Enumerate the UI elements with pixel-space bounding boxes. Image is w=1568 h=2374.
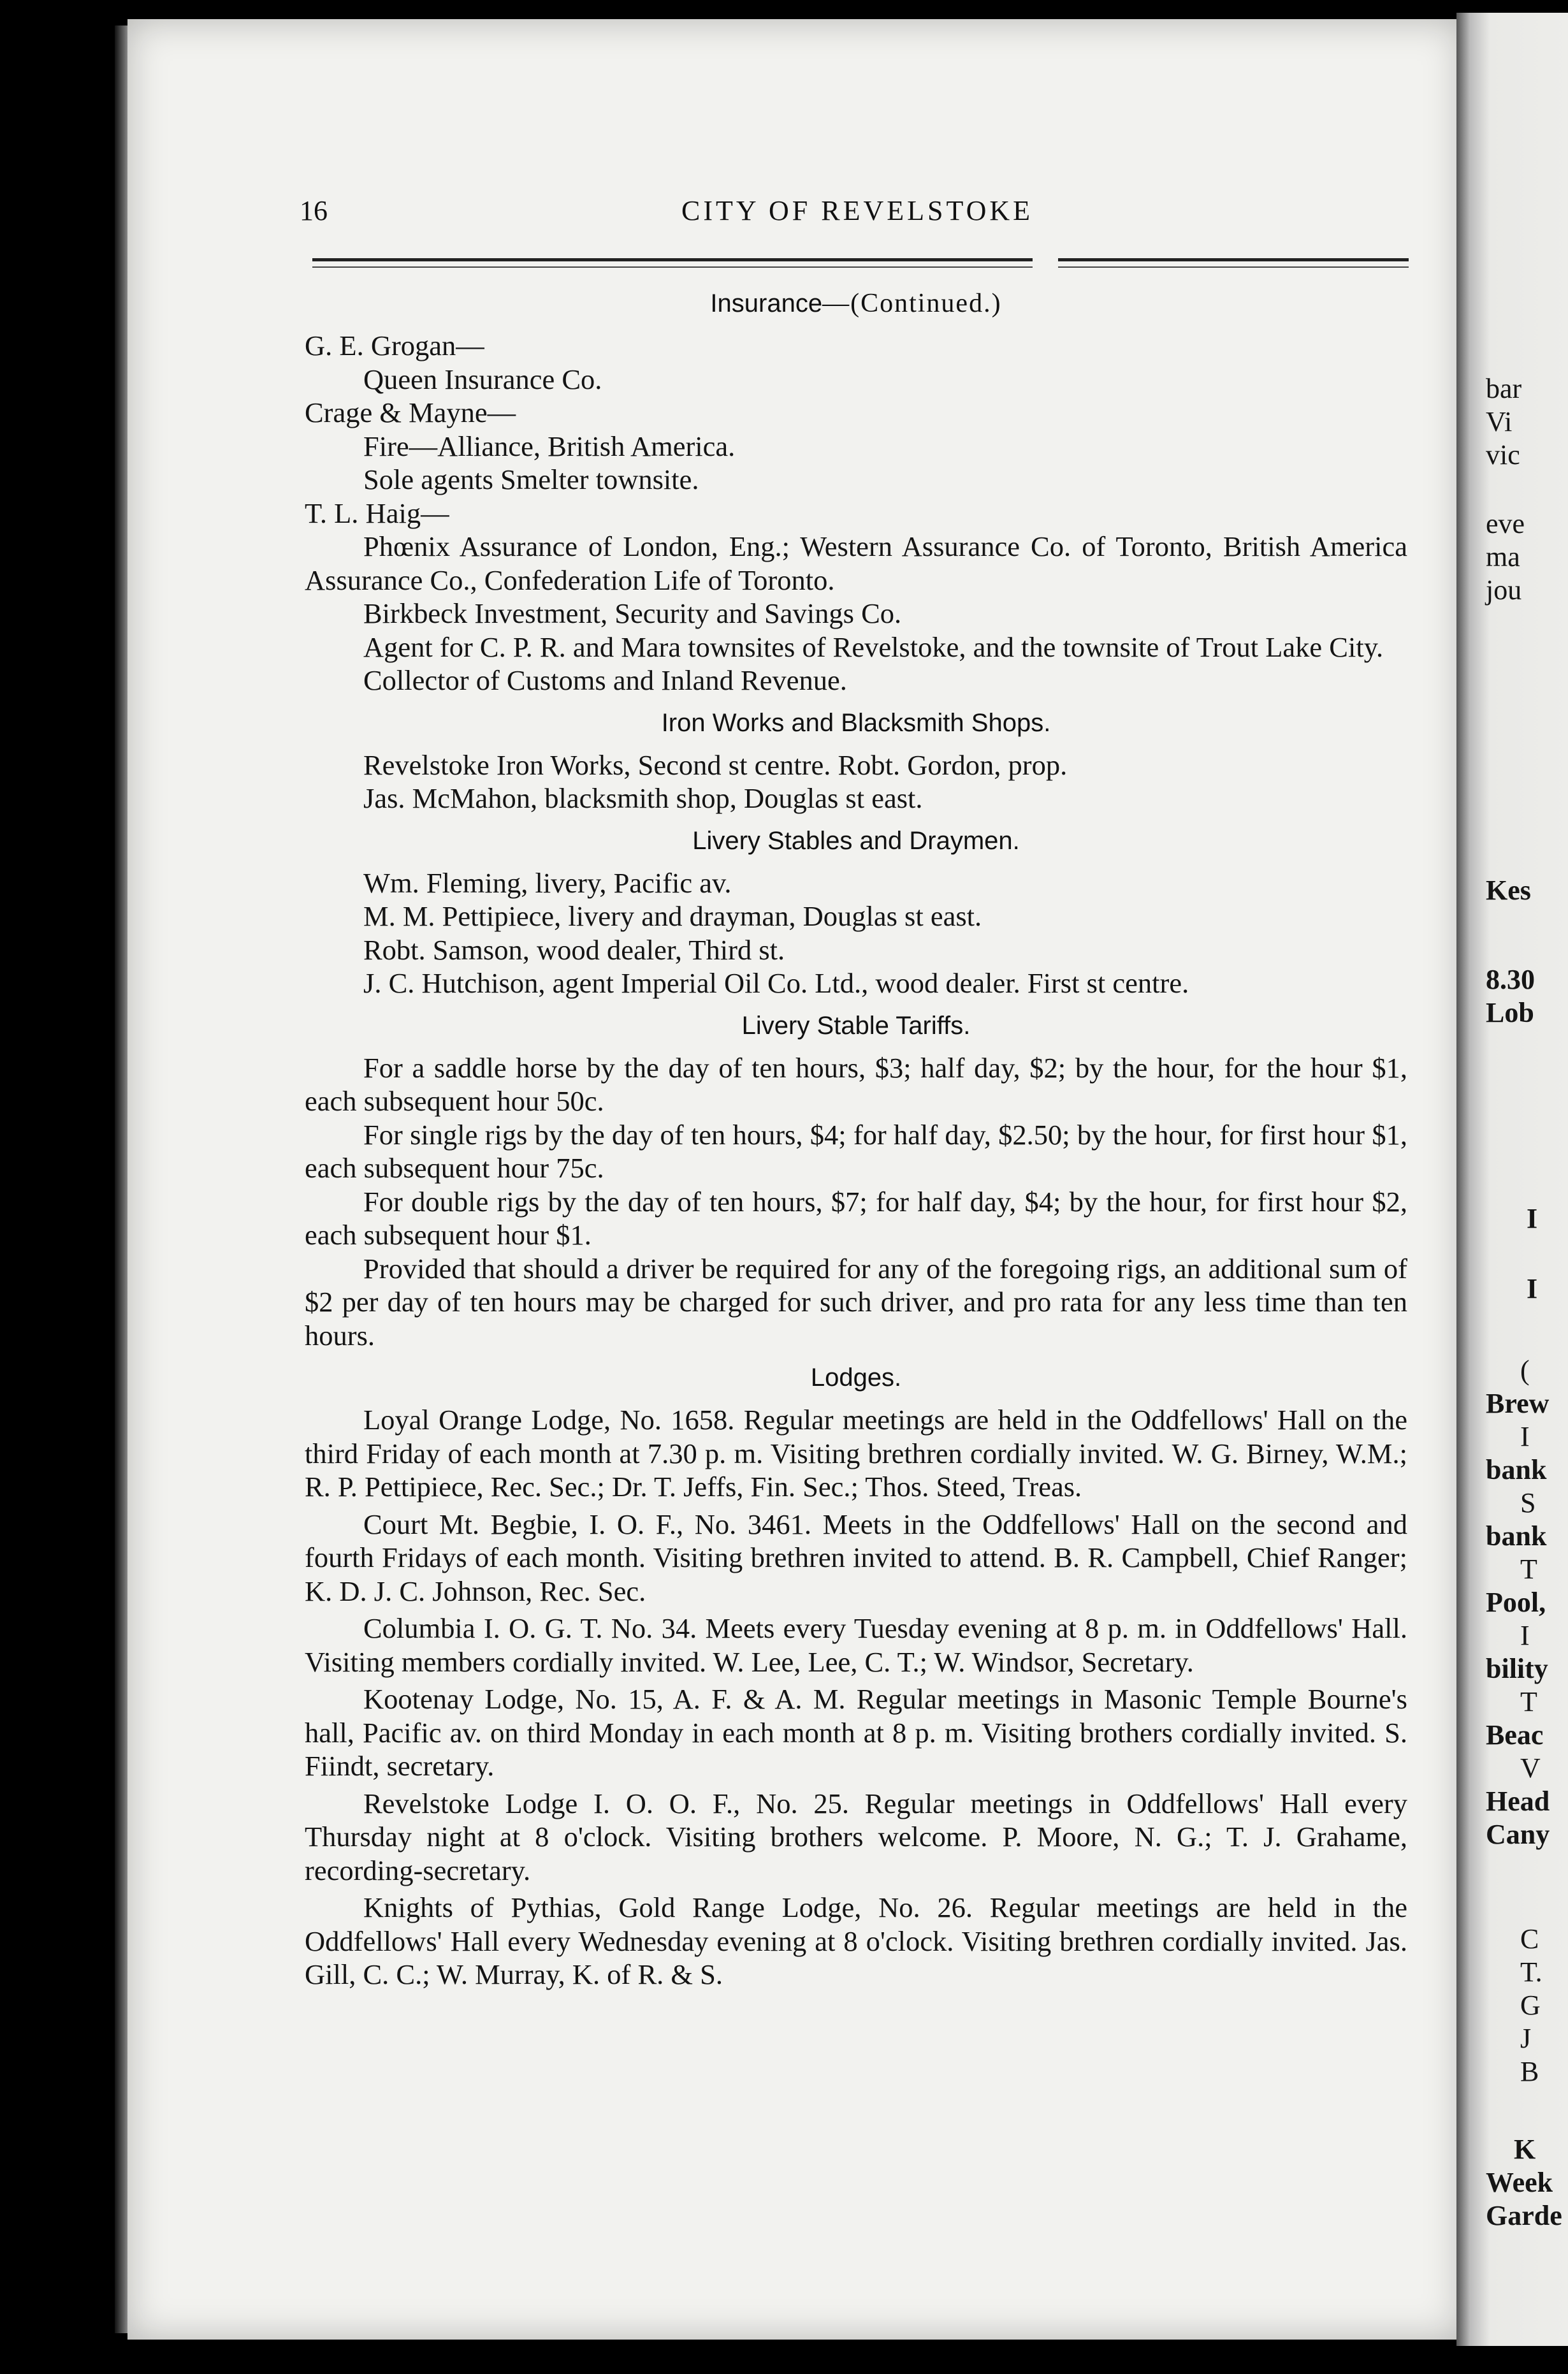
header-rule-right — [1058, 258, 1409, 261]
lodge-paragraph: Court Mt. Begbie, I. O. F., No. 3461. Meets in the Oddfellows' Hall on the second and fourth Fridays of each month. Visiting brethren invited to attend. B. R. Campbell, Chief Ranger; K. D. J. C. Johnson, Rec. Sec. — [305, 1508, 1407, 1607]
adjacent-fragment: Week — [1486, 2167, 1553, 2198]
header-rule-left — [312, 258, 1033, 261]
adjacent-fragment: 8.30 — [1486, 964, 1535, 995]
adjacent-fragment: I — [1527, 1203, 1538, 1234]
page-body — [305, 287, 1407, 1995]
adjacent-fragment: ( — [1520, 1355, 1530, 1386]
page-number: 16 — [300, 195, 328, 226]
adjacent-page — [1456, 13, 1568, 2346]
header-rule-right-thin — [1058, 266, 1409, 268]
adjacent-fragment: Cany — [1486, 1819, 1550, 1850]
adjacent-fragment: Pool, — [1486, 1587, 1546, 1618]
adjacent-fragment: bility — [1486, 1653, 1548, 1684]
insurance-heading-continued: —(Continued.) — [822, 289, 1002, 318]
adjacent-fragment: Vi — [1486, 406, 1513, 437]
listing-entry: Jas. McMahon, blacksmith shop, Douglas st east. — [363, 782, 923, 814]
lodge-paragraph: Columbia I. O. G. T. No. 34. Meets every Tuesday evening at 8 p. m. in Oddfellows' Hall. Visiting members cordially invited. W. Lee, Lee, C. T.; W. Windsor, Secretary. — [305, 1612, 1407, 1678]
adjacent-fragment: I — [1520, 1620, 1530, 1651]
tariff-paragraph: For a saddle horse by the day of ten hours, $3; half day, $2; by the hour, for the hour $1, each subsequent hour 50c. — [305, 1051, 1407, 1117]
adjacent-fragment: Garde — [1486, 2200, 1562, 2231]
adjacent-fragment: eve — [1486, 508, 1525, 539]
listing-paragraph: Collector of Customs and Inland Revenue. — [363, 664, 847, 696]
adjacent-fragment: I — [1520, 1421, 1530, 1452]
adjacent-fragment: I — [1527, 1273, 1538, 1304]
adjacent-fragment: T — [1520, 1686, 1537, 1717]
listing-detail: Sole agents Smelter townsite. — [363, 463, 699, 495]
listing-entry: Revelstoke Iron Works, Second st centre. Robt. Gordon, prop. — [363, 748, 1068, 781]
listing-detail: Queen Insurance Co. — [363, 363, 602, 395]
header-rule-left-thin — [312, 266, 1033, 268]
listing-paragraph: Birkbeck Investment, Security and Savings Co. — [363, 597, 902, 629]
adjacent-fragment: Beac — [1486, 1719, 1544, 1751]
listing-paragraph: Phœnix Assurance of London, Eng.; Western Assurance Co. of Toronto, British America Assurance Co., Confederation Life of Toronto. — [305, 530, 1407, 596]
adjacent-fragment: V — [1520, 1752, 1541, 1784]
lodge-paragraph: Knights of Pythias, Gold Range Lodge, No. 26. Regular meetings are held in the Oddfellows' Hall every Wednesday evening at 8 o'clock. Visiting brethren cordially invited. Jas. Gill, C. C.; W. Murray, K. of R. & S. — [305, 1891, 1407, 1990]
listing-detail: Fire—Alliance, British America. — [363, 430, 736, 462]
adjacent-fragment: bar — [1486, 373, 1522, 404]
listing-entry: Wm. Fleming, livery, Pacific av. — [363, 866, 732, 899]
adjacent-fragment: T — [1520, 1554, 1537, 1585]
lodge-paragraph: Revelstoke Lodge I. O. O. F., No. 25. Regular meetings in Oddfellows' Hall every Thursday night at 8 o'clock. Visiting brothers welcome. P. Moore, N. G.; T. J. Grahame, recording-secretary. — [305, 1787, 1407, 1886]
adjacent-fragment: Kes — [1486, 875, 1531, 906]
listing-entry: M. M. Pettipiece, livery and drayman, Douglas st east. — [363, 900, 982, 932]
section-heading-insurance — [305, 287, 1407, 320]
adjacent-fragment: bank — [1486, 1520, 1547, 1552]
page-header — [300, 194, 1415, 233]
insurance-heading: Insurance — [710, 289, 823, 317]
adjacent-fragment: Lob — [1486, 997, 1534, 1028]
listing-name: T. L. Haig— — [305, 497, 449, 529]
lodge-paragraph: Loyal Orange Lodge, No. 1658. Regular meetings are held in the Oddfellows' Hall on the third Friday of each month at 7.30 p. m. Visiting brethren cordially invited. W. G. Birney, W.M.; R. P. Pettipiece, Rec. Sec.; Dr. T. Jeffs, Fin. Sec.; Thos. Steed, Treas. — [305, 1404, 1407, 1503]
listing-entry: Robt. Samson, wood dealer, Third st. — [363, 933, 785, 966]
section-heading-lodges: Lodges. — [810, 1364, 902, 1392]
adjacent-fragment: bank — [1486, 1454, 1547, 1485]
listing-name: G. E. Grogan— — [305, 330, 484, 361]
adjacent-fragment: T. — [1520, 1956, 1543, 1988]
listing-entry: J. C. Hutchison, agent Imperial Oil Co. Ltd., wood dealer. First st centre. — [363, 967, 1189, 999]
adjacent-fragment: vic — [1486, 439, 1520, 470]
lodge-paragraph: Kootenay Lodge, No. 15, A. F. & A. M. Regular meetings in Masonic Temple Bourne's hall, Pacific av. on third Monday in each month at 8 p. m. Visiting brothers cordially invited. S. Fiindt, secretary. — [305, 1683, 1407, 1782]
adjacent-fragment: J — [1520, 2023, 1532, 2054]
tariff-paragraph: For single rigs by the day of ten hours, $4; for half day, $2.50; by the hour, for first hour $1, each subsequent hour 75c. — [305, 1118, 1407, 1184]
listing-paragraph: Agent for C. P. R. and Mara townsites of Revelstoke, and the townsite of Trout Lake City. — [363, 630, 1384, 663]
section-heading-tariffs: Livery Stable Tariffs. — [741, 1011, 971, 1040]
section-heading-livery: Livery Stables and Draymen. — [692, 826, 1020, 855]
section-heading-iron-works: Iron Works and Blacksmith Shops. — [661, 708, 1051, 737]
adjacent-fragment: G — [1520, 1990, 1541, 2021]
listing-name: Crage & Mayne— — [305, 397, 516, 428]
adjacent-fragment: Brew — [1486, 1388, 1550, 1419]
tariff-paragraph: For double rigs by the day of ten hours, $7; for half day, $4; by the hour, for first hour $2, each subsequent hour $1. — [305, 1185, 1407, 1251]
tariff-paragraph: Provided that should a driver be required for any of the foregoing rigs, an additional sum of $2 per day of ten hours may be charged for such driver, and pro rata for any less time than ten hours. — [305, 1252, 1407, 1351]
adjacent-fragment: C — [1520, 1923, 1539, 1955]
adjacent-fragment: ma — [1486, 541, 1520, 572]
adjacent-fragment: Head — [1486, 1786, 1550, 1817]
adjacent-fragment: jou — [1486, 574, 1522, 606]
adjacent-fragment: B — [1520, 2056, 1539, 2087]
running-title: CITY OF REVELSTOKE — [681, 195, 1033, 226]
adjacent-fragment: S — [1520, 1487, 1536, 1518]
adjacent-fragment: K — [1514, 2134, 1536, 2165]
